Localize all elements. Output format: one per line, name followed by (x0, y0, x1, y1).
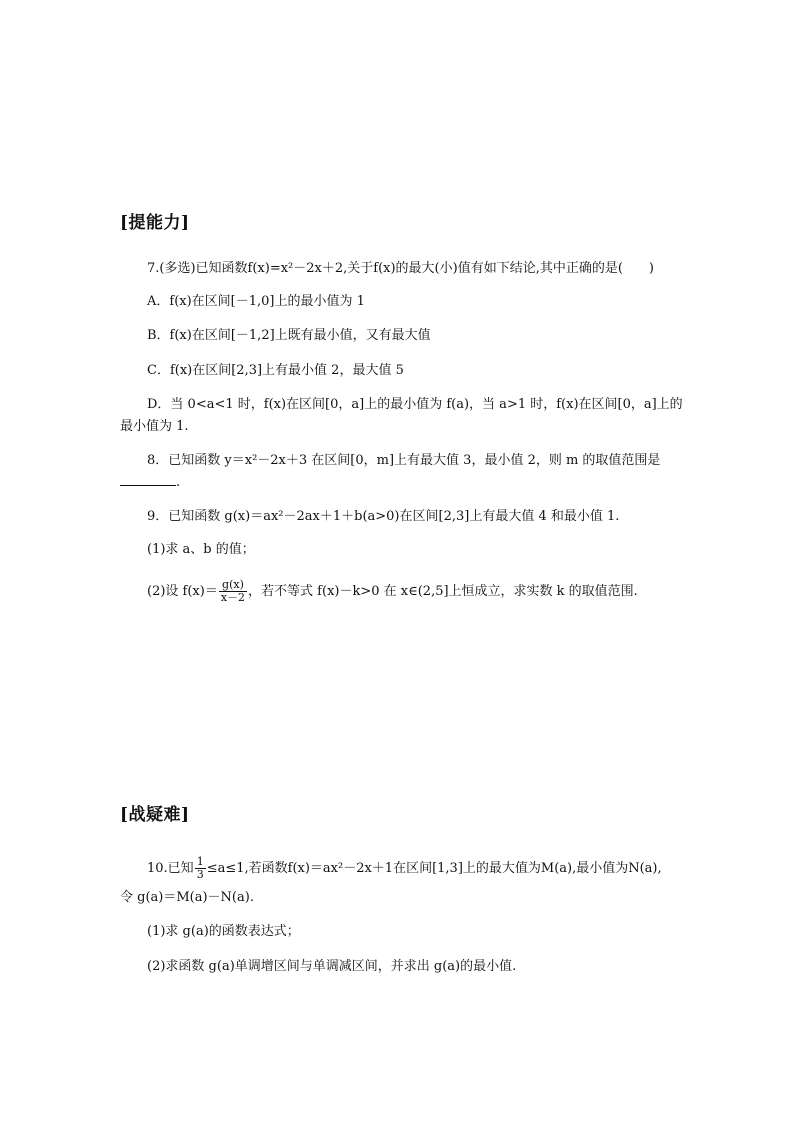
q10-part2: (2)求函数 g(a)单调增区间与单调减区间，并求出 g(a)的最小值. (147, 959, 517, 974)
q9-part1: (1)求 a、b 的值； (147, 542, 255, 557)
q8-answer-line (120, 473, 680, 492)
q9-fraction (219, 579, 247, 604)
q10-prefix: 10.已知 (147, 861, 194, 876)
q7-option-d-line2: 最小值为 1. (120, 419, 189, 434)
q9-stem: 9．已知函数 g(x)＝ax²－2ax＋1＋b(a>0)在区间[2,3]上有最大值 4 和最小值 1. (147, 509, 620, 524)
q7-option-c: C．f(x)在区间[2,3]上有最小值 2，最大值 5 (147, 363, 404, 378)
q10-part1: (1)求 g(a)的函数表达式； (147, 924, 300, 939)
q9-part2-prefix: (2)设 f(x)＝ (147, 584, 218, 599)
q9-part2-suffix: ，若不等式 f(x)－k>0 在 x∈(2,5]上恒成立，求实数 k 的取值范围. (248, 584, 638, 599)
q9-fraction-denominator: x－2 (220, 591, 246, 604)
q7-stem: 7.(多选)已知函数f(x)=x²－2x＋2,关于f(x)的最大(小)值有如下结论,其中正确的是( ) (147, 261, 654, 276)
q8-stem: 8．已知函数 y＝x²－2x＋3 在区间[0，m]上有最大值 3，最小值 2，则 m 的取值范围是 (147, 453, 661, 468)
q7-option-b: B．f(x)在区间[－1,2]上既有最小值，又有最大值 (147, 328, 431, 343)
q10-rest: ≤a≤1,若函数f(x)＝ax²－2x＋1在区间[1,3]上的最大值为M(a),最小值为N(a), (206, 861, 662, 876)
q7-option-a: A．f(x)在区间[－1,0]上的最小值为 1 (147, 294, 365, 309)
section-heading-challenge: [战疑难] (120, 805, 190, 825)
q10-fraction-numerator: 1 (196, 855, 204, 868)
q8-end: . (176, 475, 181, 490)
q8-answer-blank[interactable] (120, 473, 176, 486)
q10-fraction-denominator: 3 (196, 868, 204, 881)
q10-fraction (195, 856, 206, 881)
q7-option-d-line1: D．当 0<a<1 时，f(x)在区间[0，a]上的最小值为 f(a)，当 a>1 时，f(x)在区间[0，a]上的 (147, 397, 683, 412)
q9-fraction-numerator: g(x) (219, 579, 247, 592)
section-heading-ability: [提能力] (120, 213, 190, 233)
q10-stem (147, 852, 707, 886)
q9-part2 (147, 575, 707, 609)
q10-line2: 令 g(a)＝M(a)－N(a). (120, 890, 254, 905)
